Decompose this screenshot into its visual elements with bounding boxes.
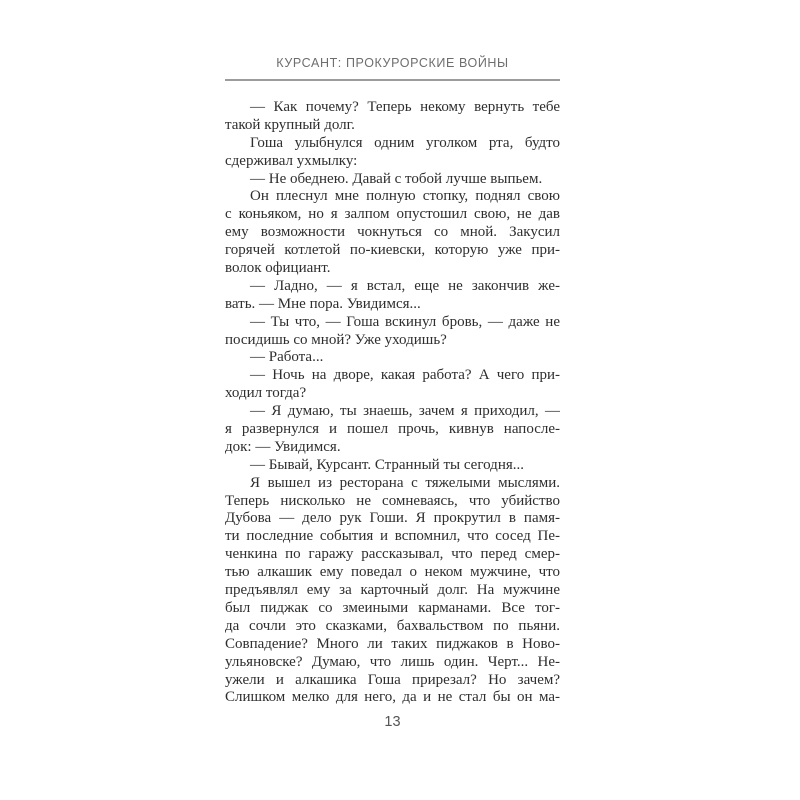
text-line: — Не обеднею. Давай с тобой лучше выпьем. bbox=[250, 170, 543, 187]
text-line: — Ночь на дворе, какая работа? А чего при- bbox=[250, 367, 560, 384]
text-line: сдерживал ухмылку: bbox=[225, 152, 358, 169]
text-line: Дубова — дело рук Гоши. Я прокрутил в памя- bbox=[225, 510, 560, 527]
text-line: — Работа... bbox=[250, 349, 324, 366]
text-line: Гоша улыбнулся одним уголком рта, будто bbox=[250, 134, 560, 151]
text-line: тью алкашик ему поведал о неком мужчине, что bbox=[225, 564, 560, 581]
text-line: ужели и алкашика Гоша прирезал? Но зачем? bbox=[225, 671, 560, 688]
page-number: 13 bbox=[384, 714, 401, 730]
running-header-title: КУРСАНТ: ПРОКУРОРСКИЕ ВОЙНЫ bbox=[276, 56, 509, 70]
text-line: горячей котлетой по-киевски, которую уже при- bbox=[225, 242, 560, 259]
text-line: вать. — Мне пора. Увидимся... bbox=[225, 295, 421, 312]
text-line: волок официант. bbox=[225, 260, 331, 277]
text-line: — Я думаю, ты знаешь, зачем я приходил, — bbox=[250, 403, 560, 420]
text-line: Совпадение? Много ли таких пиджаков в Ново- bbox=[225, 635, 560, 652]
text-line: с коньяком, но я залпом опустошил свою, не дав bbox=[225, 206, 560, 223]
text-line: Теперь нисколько не сомневаясь, что убийство bbox=[225, 492, 560, 509]
text-line: — Бывай, Курсант. Странный ты сегодня... bbox=[250, 456, 524, 473]
text-line: ченкина по гаражу рассказывал, что перед смер- bbox=[225, 546, 560, 563]
text-line: ходил тогда? bbox=[225, 385, 307, 402]
text-line: Слишком мелко для него, да и не стал бы он ма- bbox=[225, 689, 560, 706]
header-rule bbox=[225, 79, 560, 81]
text-line: — Ты что, — Гоша вскинул бровь, — даже не bbox=[250, 313, 560, 330]
text-line: был пиджак со змеиными карманами. Все тог- bbox=[225, 599, 560, 616]
text-line: — Как почему? Теперь некому вернуть тебе bbox=[250, 99, 560, 115]
text-line: посидишь со мной? Уже уходишь? bbox=[225, 331, 447, 348]
text-line: ему возможности чокнуться со мной. Закусил bbox=[225, 224, 560, 241]
text-line: такой крупный долг. bbox=[225, 116, 355, 133]
text-line: — Ладно, — я встал, еще не закончив же- bbox=[250, 277, 560, 294]
text-line: ти последние события и вспомнил, что сосед Пе- bbox=[225, 528, 560, 545]
text-line: предъявлял ему за карточный долг. На мужчине bbox=[225, 582, 560, 599]
text-line: я развернулся и пошел прочь, кивнув напосле- bbox=[225, 421, 560, 438]
text-line: ульяновске? Думаю, что лишь один. Черт... Не- bbox=[225, 653, 560, 670]
body-text bbox=[225, 99, 560, 707]
text-line: да сочли это сказками, бахвальством по пьяни. bbox=[225, 617, 560, 634]
text-line: док: — Увидимся. bbox=[225, 438, 341, 455]
text-line: Он плеснул мне полную стопку, поднял свою bbox=[250, 188, 560, 205]
text-line: Я вышел из ресторана с тяжелыми мыслями. bbox=[250, 474, 560, 491]
